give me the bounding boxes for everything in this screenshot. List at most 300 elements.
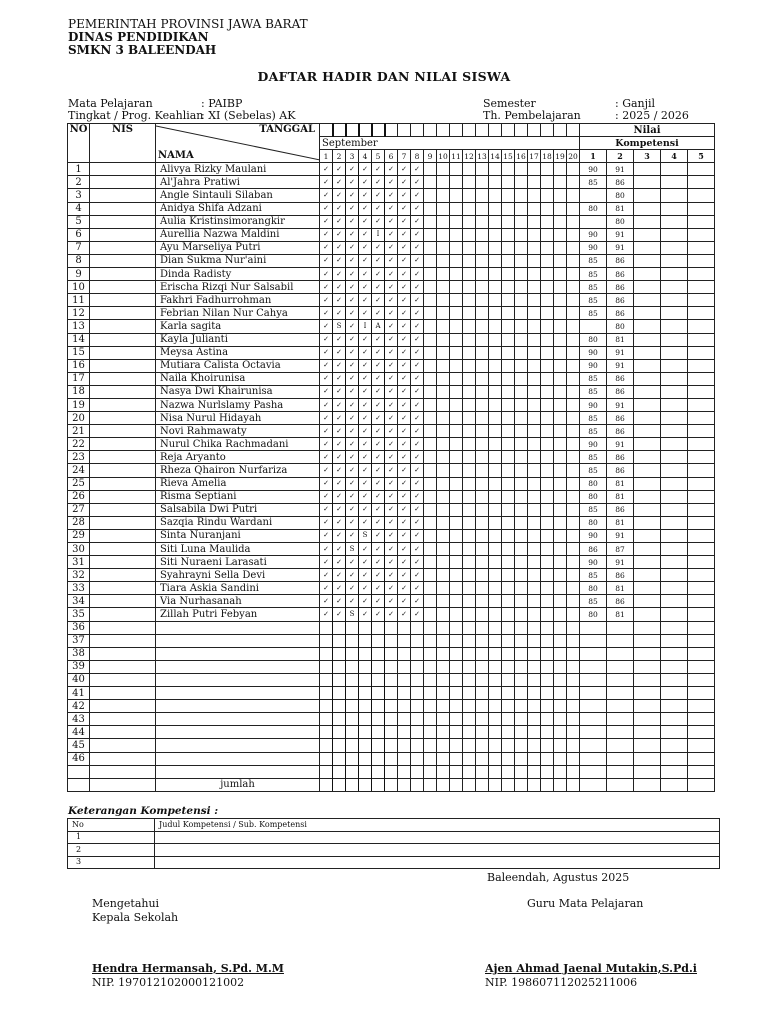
score-empty [661,634,688,647]
attendance-cell [528,307,541,320]
score-k1: 90 [580,359,607,372]
attendance-cell: ✓ [333,464,346,477]
attendance-cell: ✓ [346,268,359,281]
attendance-cell [437,582,450,595]
attendance-cell [424,582,437,595]
attendance-cell [528,372,541,385]
score-k1: 86 [580,543,607,556]
attendance-cell [333,739,346,752]
score-empty [661,726,688,739]
attendance-cell [515,398,528,411]
row-nis [90,543,156,556]
attendance-cell [476,726,489,739]
day-number: 12 [463,150,476,163]
attendance-cell: ✓ [359,516,372,529]
col-header-nilai: Nilai [580,124,715,137]
score-empty [688,556,715,569]
attendance-cell [450,647,463,660]
attendance-cell [346,687,359,700]
row-nis [90,765,156,778]
row-name [156,647,320,660]
attendance-cell [515,556,528,569]
attendance-cell: ✓ [398,176,411,189]
attendance-cell: ✓ [398,189,411,202]
attendance-cell [450,333,463,346]
row-nis [90,687,156,700]
score-empty [688,346,715,359]
attendance-cell [359,739,372,752]
score-k2 [607,634,634,647]
attendance-cell [320,700,333,713]
header-department: DINAS PENDIDIKAN [68,30,209,44]
attendance-cell [437,451,450,464]
row-name: Anidya Shifa Adzani [156,202,320,215]
attendance-cell [476,556,489,569]
attendance-cell: ✓ [320,320,333,333]
score-empty [634,163,661,176]
attendance-cell [437,163,450,176]
attendance-cell [515,254,528,267]
row-name: Sinta Nuranjani [156,529,320,542]
row-no: 8 [68,254,90,267]
attendance-cell: ✓ [398,412,411,425]
attendance-cell [554,268,567,281]
attendance-cell [463,307,476,320]
attendance-cell [372,765,385,778]
attendance-cell: ✓ [411,176,424,189]
score-empty [661,529,688,542]
score-k1: 80 [580,516,607,529]
score-empty [634,556,661,569]
row-no: 32 [68,569,90,582]
row-no: 16 [68,359,90,372]
attendance-cell [489,503,502,516]
score-empty [661,464,688,477]
attendance-cell [567,398,580,411]
attendance-cell: ✓ [398,490,411,503]
attendance-cell: ✓ [333,477,346,490]
attendance-cell [528,176,541,189]
attendance-cell [424,281,437,294]
attendance-cell [541,556,554,569]
attendance-cell: ✓ [411,359,424,372]
score-k2: 86 [607,595,634,608]
score-empty [634,202,661,215]
table-row [68,359,715,372]
attendance-cell: ✓ [372,569,385,582]
date-blank-cell [476,124,489,137]
score-empty [634,438,661,451]
attendance-cell: ✓ [320,582,333,595]
attendance-cell [541,477,554,490]
attendance-cell: ✓ [333,503,346,516]
date-blank-cell [541,124,554,137]
attendance-cell: ✓ [372,307,385,320]
attendance-cell [554,582,567,595]
signature-right-role: Guru Mata Pelajaran [527,897,644,910]
row-name: Dinda Radisty [156,268,320,281]
score-k1: 80 [580,582,607,595]
attendance-cell [476,372,489,385]
attendance-cell [359,726,372,739]
attendance-cell: ✓ [411,372,424,385]
attendance-cell: ✓ [372,464,385,477]
attendance-cell [359,634,372,647]
row-nis [90,634,156,647]
attendance-cell [554,451,567,464]
attendance-cell: ✓ [359,608,372,621]
jumlah-nis [90,778,156,791]
row-name [156,660,320,673]
attendance-cell [515,176,528,189]
attendance-cell [372,660,385,673]
attendance-cell [528,687,541,700]
row-no: 17 [68,372,90,385]
attendance-cell [333,700,346,713]
attendance-cell [437,294,450,307]
attendance-cell: ✓ [320,268,333,281]
attendance-cell [437,385,450,398]
score-empty [634,412,661,425]
attendance-cell [567,451,580,464]
attendance-cell: ✓ [385,346,398,359]
attendance-cell [424,490,437,503]
attendance-cell [502,569,515,582]
score-empty [688,621,715,634]
attendance-cell [541,451,554,464]
row-no: 18 [68,385,90,398]
attendance-cell [541,254,554,267]
row-nis [90,647,156,660]
attendance-cell [463,398,476,411]
attendance-cell [502,516,515,529]
attendance-cell: I [372,228,385,241]
score-k1: 85 [580,307,607,320]
attendance-cell: ✓ [411,529,424,542]
attendance-cell [515,228,528,241]
attendance-cell [346,634,359,647]
score-empty [688,241,715,254]
kompetensi-row [68,856,720,869]
score-empty [661,477,688,490]
attendance-cell [541,608,554,621]
attendance-cell [463,556,476,569]
table-row [68,268,715,281]
row-nis [90,372,156,385]
attendance-cell [528,503,541,516]
attendance-cell [450,385,463,398]
attendance-cell [320,713,333,726]
attendance-cell [463,621,476,634]
attendance-cell [450,176,463,189]
attendance-cell: ✓ [320,529,333,542]
score-empty [688,320,715,333]
attendance-cell [385,634,398,647]
attendance-cell [528,438,541,451]
attendance-cell [489,281,502,294]
attendance-cell: ✓ [385,582,398,595]
attendance-cell [528,241,541,254]
attendance-cell [372,700,385,713]
attendance-cell: ✓ [346,516,359,529]
date-blank-cell [528,124,541,137]
score-k1: 90 [580,241,607,254]
attendance-cell [515,359,528,372]
attendance-cell [528,529,541,542]
attendance-cell [437,281,450,294]
jumlah-cell [359,778,372,791]
score-empty [688,569,715,582]
score-k1 [580,739,607,752]
score-empty [661,713,688,726]
score-empty [688,647,715,660]
attendance-cell [554,241,567,254]
attendance-cell [476,176,489,189]
attendance-cell [528,477,541,490]
table-row [68,425,715,438]
score-empty [634,595,661,608]
attendance-cell [541,425,554,438]
row-nis [90,320,156,333]
score-k1: 90 [580,228,607,241]
attendance-cell [528,595,541,608]
jumlah-cell [528,778,541,791]
attendance-cell [567,477,580,490]
attendance-cell [476,673,489,686]
attendance-cell: ✓ [372,425,385,438]
attendance-cell [463,163,476,176]
attendance-cell: ✓ [333,398,346,411]
attendance-cell: ✓ [346,372,359,385]
score-empty [688,294,715,307]
attendance-cell [554,176,567,189]
attendance-cell [424,451,437,464]
attendance-cell: ✓ [333,307,346,320]
attendance-cell: ✓ [411,477,424,490]
score-k1: 80 [580,490,607,503]
attendance-cell [424,385,437,398]
attendance-cell [424,438,437,451]
score-k1: 80 [580,477,607,490]
attendance-cell [437,739,450,752]
score-k2: 91 [607,359,634,372]
row-name: Dian Sukma Nur'aini [156,254,320,267]
attendance-cell [567,647,580,660]
attendance-cell [515,307,528,320]
attendance-cell: ✓ [398,346,411,359]
attendance-cell [502,765,515,778]
attendance-cell [437,412,450,425]
score-empty [661,556,688,569]
score-empty [661,647,688,660]
row-name: Sazqia Rindu Wardani [156,516,320,529]
row-nis [90,307,156,320]
attendance-cell: ✓ [359,372,372,385]
attendance-cell [489,254,502,267]
page-title: DAFTAR HADIR DAN NILAI SISWA [257,69,511,84]
attendance-cell: ✓ [385,556,398,569]
row-name: Nisa Nurul Hidayah [156,412,320,425]
attendance-cell [515,582,528,595]
attendance-cell: ✓ [385,254,398,267]
attendance-cell [463,608,476,621]
attendance-cell [463,543,476,556]
attendance-cell: ✓ [359,595,372,608]
score-k2: 80 [607,215,634,228]
attendance-cell [541,582,554,595]
score-empty [688,582,715,595]
attendance-cell: ✓ [411,346,424,359]
attendance-cell [437,228,450,241]
score-empty [634,752,661,765]
score-empty [688,307,715,320]
attendance-cell [476,529,489,542]
attendance-cell: ✓ [398,333,411,346]
kompetensi-row-title [155,844,720,857]
score-k1: 85 [580,372,607,385]
attendance-cell [437,333,450,346]
row-nis [90,556,156,569]
score-k2: 86 [607,569,634,582]
attendance-cell [515,726,528,739]
attendance-cell [398,700,411,713]
row-nis [90,673,156,686]
attendance-cell [437,346,450,359]
table-row [68,582,715,595]
attendance-cell: ✓ [320,163,333,176]
kompetensi-number: 2 [607,150,634,163]
attendance-cell: ✓ [411,398,424,411]
attendance-cell [450,477,463,490]
attendance-cell [424,660,437,673]
score-empty [634,726,661,739]
attendance-cell [424,464,437,477]
signature-left-title: Mengetahui [92,897,160,910]
jumlah-label: jumlah [156,778,320,791]
attendance-cell [333,660,346,673]
attendance-cell: ✓ [320,490,333,503]
attendance-cell [502,385,515,398]
attendance-cell [515,477,528,490]
attendance-cell [450,543,463,556]
date-blank-cell [346,124,359,137]
attendance-cell [489,241,502,254]
attendance-cell [567,163,580,176]
attendance-cell: ✓ [411,543,424,556]
attendance-cell: ✓ [333,176,346,189]
score-empty [688,739,715,752]
attendance-cell [450,163,463,176]
attendance-cell [385,673,398,686]
attendance-cell [489,752,502,765]
jumlah-cell [372,778,385,791]
attendance-cell: ✓ [346,582,359,595]
row-name: Nurul Chika Rachmadani [156,438,320,451]
attendance-cell [450,660,463,673]
attendance-cell [385,647,398,660]
score-k1 [580,215,607,228]
attendance-cell [476,582,489,595]
kompetensi-table [67,818,720,869]
signature-right-nip: NIP. 198607112025211006 [485,976,638,989]
score-empty [634,634,661,647]
score-empty [688,529,715,542]
attendance-cell [359,621,372,634]
attendance-cell [515,490,528,503]
attendance-cell [515,451,528,464]
attendance-cell [567,543,580,556]
attendance-cell: ✓ [385,464,398,477]
attendance-cell [398,713,411,726]
attendance-cell: ✓ [385,241,398,254]
row-no: 15 [68,346,90,359]
attendance-cell [567,333,580,346]
attendance-cell [463,268,476,281]
attendance-cell [320,687,333,700]
table-row [68,726,715,739]
tingkat-label: Tingkat / Prog. Keahlian [68,109,204,122]
jumlah-cell [346,778,359,791]
attendance-cell [567,621,580,634]
attendance-cell: ✓ [385,215,398,228]
day-number: 2 [333,150,346,163]
score-k1: 85 [580,385,607,398]
attendance-cell [528,359,541,372]
attendance-cell: ✓ [346,294,359,307]
attendance-cell [437,254,450,267]
row-name: Aulia Kristinsimorangkir [156,215,320,228]
attendance-cell [541,385,554,398]
score-k2: 91 [607,529,634,542]
attendance-cell: S [333,320,346,333]
attendance-cell: ✓ [333,215,346,228]
attendance-cell [554,713,567,726]
attendance-cell [554,385,567,398]
attendance-cell [489,438,502,451]
attendance-cell [515,215,528,228]
attendance-cell [346,752,359,765]
attendance-cell: ✓ [385,359,398,372]
attendance-cell [528,739,541,752]
attendance-cell [450,189,463,202]
attendance-cell [437,700,450,713]
attendance-cell: ✓ [398,215,411,228]
attendance-cell: ✓ [346,359,359,372]
row-no: 3 [68,189,90,202]
score-empty [661,582,688,595]
attendance-cell [437,189,450,202]
score-k2: 86 [607,425,634,438]
attendance-cell [515,673,528,686]
attendance-cell [346,621,359,634]
attendance-cell [372,647,385,660]
attendance-cell: ✓ [372,333,385,346]
attendance-cell [463,490,476,503]
attendance-cell [567,215,580,228]
score-empty [688,254,715,267]
score-empty [661,700,688,713]
attendance-cell: ✓ [333,582,346,595]
attendance-cell: ✓ [411,608,424,621]
attendance-cell [463,425,476,438]
signature-left-role: Kepala Sekolah [92,911,179,924]
attendance-cell: ✓ [411,307,424,320]
attendance-cell: ✓ [333,516,346,529]
attendance-cell [463,385,476,398]
score-empty [688,516,715,529]
jumlah-cell [333,778,346,791]
attendance-cell: ✓ [372,254,385,267]
